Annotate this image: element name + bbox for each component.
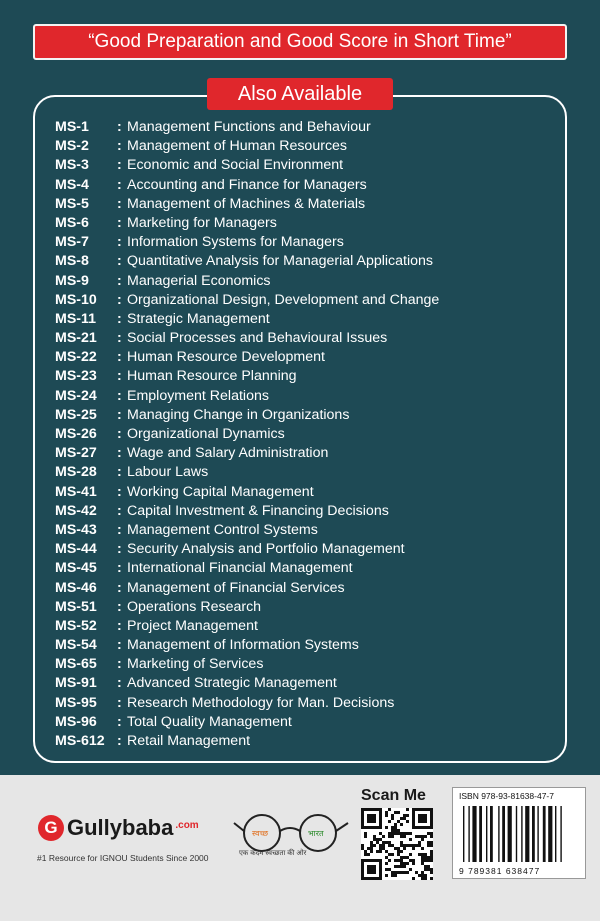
course-code: MS-9: [55, 272, 89, 289]
course-title: Organizational Design, Development and Change: [127, 291, 440, 308]
footer: [0, 775, 600, 921]
course-code: MS-24: [55, 387, 97, 404]
course-title: Social Processes and Behavioural Issues: [127, 330, 388, 347]
course-code: MS-7: [55, 234, 89, 251]
course-code: MS-6: [55, 214, 89, 231]
course-title: Management of Financial Services: [127, 579, 345, 596]
course-title: Management of Information Systems: [127, 637, 359, 654]
course-item: [55, 310, 555, 329]
course-separator: :: [117, 637, 122, 654]
course-item: [55, 502, 555, 521]
logo-word: Gullybaba: [67, 815, 174, 840]
course-title: Managerial Economics: [127, 272, 271, 289]
course-code: MS-51: [55, 598, 97, 615]
course-title: Labour Laws: [127, 464, 209, 481]
course-code: MS-91: [55, 675, 97, 692]
course-title: Working Capital Management: [127, 483, 314, 500]
course-item: [55, 195, 555, 214]
course-item: [55, 655, 555, 674]
course-separator: :: [117, 330, 122, 347]
course-title: Information Systems for Managers: [127, 234, 344, 251]
course-title: Organizational Dynamics: [127, 426, 285, 442]
course-title: Accounting and Finance for Managers: [127, 176, 367, 193]
course-item: [55, 521, 555, 540]
course-separator: :: [117, 214, 122, 231]
course-code: MS-25: [55, 406, 97, 423]
course-title: Management Control Systems: [127, 521, 318, 538]
isbn-text: ISBN 978-93-81638-47-7: [459, 791, 554, 801]
course-separator: :: [117, 502, 122, 519]
course-code: MS-44: [55, 541, 97, 558]
course-title: Management of Machines & Materials: [127, 195, 366, 212]
course-code: MS-23: [55, 368, 97, 385]
course-code: MS-2: [55, 138, 89, 155]
course-separator: :: [117, 464, 122, 481]
course-list: [55, 118, 555, 751]
course-separator: :: [117, 598, 122, 615]
course-separator: :: [117, 521, 122, 538]
course-title: Employment Relations: [127, 387, 269, 404]
course-separator: :: [117, 368, 122, 385]
course-separator: :: [117, 195, 122, 212]
course-item: [55, 463, 555, 482]
course-item: [55, 233, 555, 252]
course-title: Retail Management: [127, 733, 251, 749]
course-title: International Financial Management: [127, 560, 353, 577]
course-title: Managing Change in Organizations: [127, 406, 350, 423]
course-separator: :: [117, 560, 122, 577]
course-title: Quantitative Analysis for Managerial Applications: [127, 253, 433, 270]
course-code: MS-96: [55, 713, 97, 730]
swachh-right-text: भारत: [308, 829, 324, 838]
logo-suffix: .com: [175, 819, 199, 831]
course-separator: :: [117, 656, 122, 673]
panel-title: Also Available: [207, 78, 393, 110]
course-item: [55, 559, 555, 578]
course-item: [55, 329, 555, 348]
course-item: [55, 252, 555, 271]
course-separator: :: [117, 579, 122, 596]
course-separator: :: [117, 713, 122, 730]
course-code: MS-1: [55, 119, 89, 135]
course-item: [55, 444, 555, 463]
course-separator: :: [117, 138, 122, 155]
course-separator: :: [117, 272, 122, 289]
course-code: MS-45: [55, 560, 97, 577]
course-title: Human Resource Planning: [127, 368, 297, 385]
course-item: [55, 732, 555, 751]
isbn-barcode: [452, 787, 586, 879]
course-separator: :: [117, 483, 122, 500]
course-separator: :: [117, 541, 122, 558]
course-separator: :: [117, 253, 122, 270]
course-code: MS-65: [55, 656, 97, 673]
course-item: [55, 156, 555, 175]
course-code: MS-46: [55, 579, 97, 596]
course-code: MS-10: [55, 291, 97, 308]
course-separator: :: [117, 733, 122, 749]
course-code: MS-5: [55, 195, 89, 212]
course-item: [55, 540, 555, 559]
tagline-banner: “Good Preparation and Good Score in Short Time”: [33, 24, 567, 60]
course-code: MS-27: [55, 445, 97, 462]
gullybaba-logo: [38, 815, 199, 841]
course-title: Research Methodology for Man. Decisions: [127, 694, 395, 711]
course-item: [55, 137, 555, 156]
course-code: MS-22: [55, 349, 97, 366]
course-code: MS-43: [55, 521, 97, 538]
course-item: [55, 579, 555, 598]
course-separator: :: [117, 310, 122, 327]
course-item: [55, 272, 555, 291]
course-title: Total Quality Management: [127, 713, 292, 730]
course-separator: :: [117, 445, 122, 462]
course-separator: :: [117, 291, 122, 308]
course-code: MS-54: [55, 637, 97, 654]
course-title: Human Resource Development: [127, 349, 325, 366]
course-code: MS-21: [55, 330, 97, 347]
course-separator: :: [117, 387, 122, 404]
course-item: [55, 636, 555, 655]
course-separator: :: [117, 694, 122, 711]
course-separator: :: [117, 406, 122, 423]
course-item: [55, 617, 555, 636]
course-title: Strategic Management: [127, 310, 270, 327]
course-item: [55, 387, 555, 406]
course-item: [55, 674, 555, 693]
qr-code-icon[interactable]: [361, 808, 433, 880]
course-separator: :: [117, 675, 122, 692]
course-code: MS-28: [55, 464, 97, 481]
course-separator: :: [117, 119, 122, 135]
course-code: MS-4: [55, 176, 89, 193]
course-code: MS-612: [55, 733, 105, 749]
course-separator: :: [117, 349, 122, 366]
course-code: MS-41: [55, 483, 97, 500]
course-title: Marketing for Managers: [127, 214, 277, 231]
course-item: [55, 483, 555, 502]
course-code: MS-95: [55, 694, 97, 711]
course-item: [55, 214, 555, 233]
swachh-left-text: स्वच्छ: [252, 829, 269, 838]
course-separator: :: [117, 426, 122, 442]
course-item: [55, 598, 555, 617]
course-code: MS-3: [55, 157, 89, 174]
course-item: [55, 713, 555, 732]
course-title: Management of Human Resources: [127, 138, 348, 155]
course-item: [55, 425, 555, 444]
course-item: [55, 694, 555, 713]
swachh-bharat-logo: [232, 803, 352, 875]
course-title: Capital Investment & Financing Decisions: [127, 502, 389, 519]
course-title: Marketing of Services: [127, 656, 264, 673]
course-code: MS-42: [55, 502, 97, 519]
course-item: [55, 348, 555, 367]
logo-mark: G: [38, 815, 64, 841]
course-separator: :: [117, 176, 122, 193]
logo-tagline: #1 Resource for IGNOU Students Since 2000: [37, 853, 209, 863]
course-code: MS-52: [55, 617, 97, 634]
course-separator: :: [117, 234, 122, 251]
course-title: Economic and Social Environment: [127, 157, 344, 174]
course-code: MS-11: [55, 310, 97, 327]
course-title: Security Analysis and Portfolio Management: [127, 541, 405, 558]
course-item: [55, 367, 555, 386]
course-item: [55, 291, 555, 310]
barcode-digits: 9 789381 638477: [459, 866, 541, 876]
course-code: MS-8: [55, 253, 89, 270]
scan-label: Scan Me: [361, 787, 426, 804]
course-separator: :: [117, 157, 122, 174]
course-title: Advanced Strategic Management: [127, 675, 337, 692]
barcode-icon: [461, 806, 579, 862]
course-item: [55, 176, 555, 195]
course-code: MS-26: [55, 426, 97, 442]
swachh-caption: एक कदम स्वच्छता की ओर: [239, 850, 307, 857]
course-separator: :: [117, 617, 122, 634]
course-title: Operations Research: [127, 598, 262, 615]
course-item: [55, 406, 555, 425]
course-title: Project Management: [127, 617, 258, 634]
course-item: [55, 118, 555, 137]
course-title: Management Functions and Behaviour: [127, 119, 371, 135]
course-title: Wage and Salary Administration: [127, 445, 329, 462]
